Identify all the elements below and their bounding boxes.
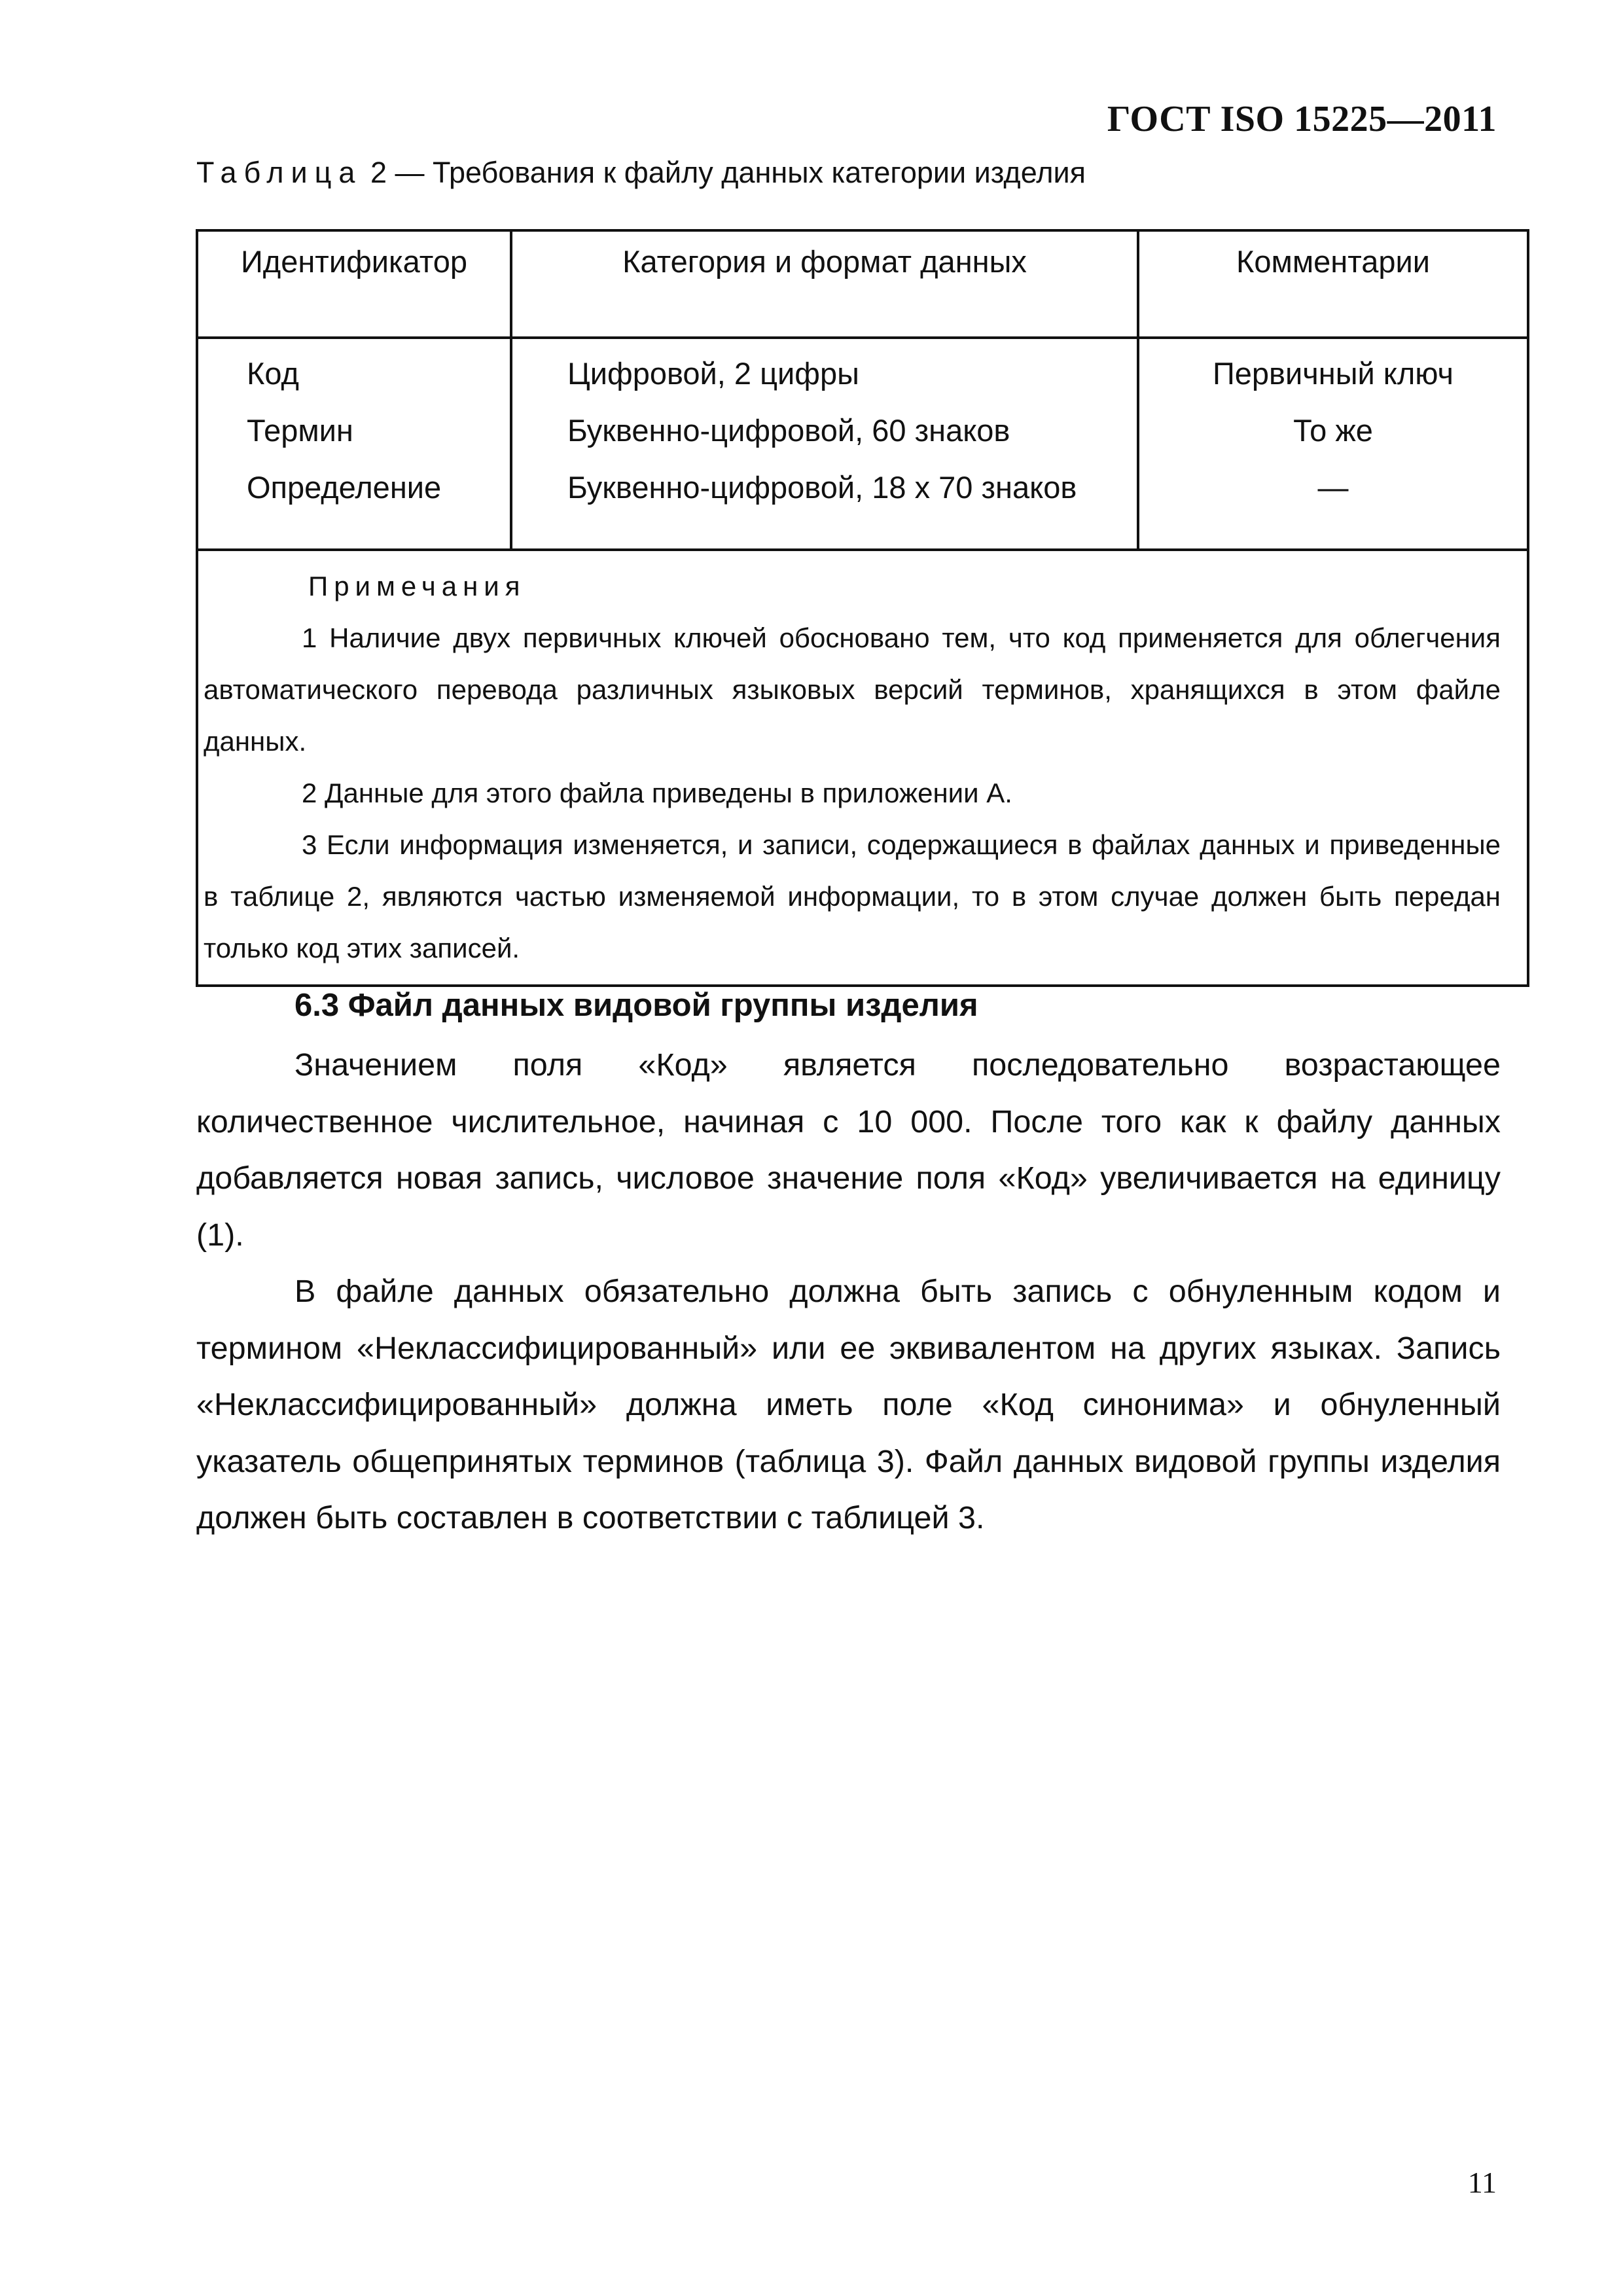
paragraph-2: В файле данных обязательно должна быть запись с обнуленным кодом и термином «Неклассифицированный» или ее эквивалентом на других языках. Запись «Неклассифицированный» должна иметь поле «Код синонима» и обнуленный указатель общепринятых терминов (таблица 3). Файл данных видовой группы изделия должен быть составлен в соответствии с таблицей 3. xyxy=(196,1274,1501,1535)
comment-definition: — xyxy=(1317,470,1349,505)
section-body xyxy=(196,1037,1501,1547)
identifier-code: Код xyxy=(247,356,299,391)
page-number: 11 xyxy=(1467,2166,1497,2199)
identifier-term: Термин xyxy=(247,413,353,448)
header-identifier: Идентификатор xyxy=(197,230,511,338)
identifier-definition: Определение xyxy=(247,470,442,505)
note-2: 2 Данные для этого файла приведены в приложении А. xyxy=(302,778,1012,808)
table-header-row xyxy=(197,230,1528,338)
notes-cell xyxy=(197,550,1528,986)
format-cell xyxy=(511,338,1138,550)
notes-title: Примечания xyxy=(308,571,526,601)
format-definition: Буквенно-цифровой, 18 x 70 знаков xyxy=(567,470,1077,505)
standard-designation: ГОСТ ISO 15225—2011 xyxy=(1107,99,1497,139)
table-caption xyxy=(196,156,1086,190)
section-heading: 6.3 Файл данных видовой группы изделия xyxy=(294,988,978,1023)
format-code: Цифровой, 2 цифры xyxy=(567,356,859,391)
identifier-cell xyxy=(197,338,511,550)
header-category-format: Категория и формат данных xyxy=(511,230,1138,338)
format-term: Буквенно-цифровой, 60 знаков xyxy=(567,413,1010,448)
paragraph-1: Значением поля «Код» является последовательно возрастающее количественное числительное, начиная с 10 000. После того как к файлу данных добавляется новая запись, числовое значение поля «Код» увеличивается на единицу (1). xyxy=(196,1047,1501,1253)
comment-term: То же xyxy=(1293,413,1373,448)
requirements-table xyxy=(196,229,1529,987)
note-1: 1 Наличие двух первичных ключей обосновано тем, что код применяется для облегчения автоматического перевода различных языковых версий терминов, хранящихся в этом файле данных. xyxy=(204,622,1501,757)
note-3: 3 Если информация изменяется, и записи, содержащиеся в файлах данных и приведенные в таблице 2, являются частью изменяемой информации, то в этом случае должен быть передан только код этих записей. xyxy=(204,829,1501,963)
comment-cell xyxy=(1138,338,1528,550)
header-comments: Комментарии xyxy=(1138,230,1528,338)
table-caption-text: 2 — Требования к файлу данных категории изделия xyxy=(362,156,1086,189)
comment-code: Первичный ключ xyxy=(1212,356,1454,391)
table-caption-label: Таблица xyxy=(196,156,363,189)
table-data-row xyxy=(197,338,1528,550)
table-notes-row xyxy=(197,550,1528,986)
